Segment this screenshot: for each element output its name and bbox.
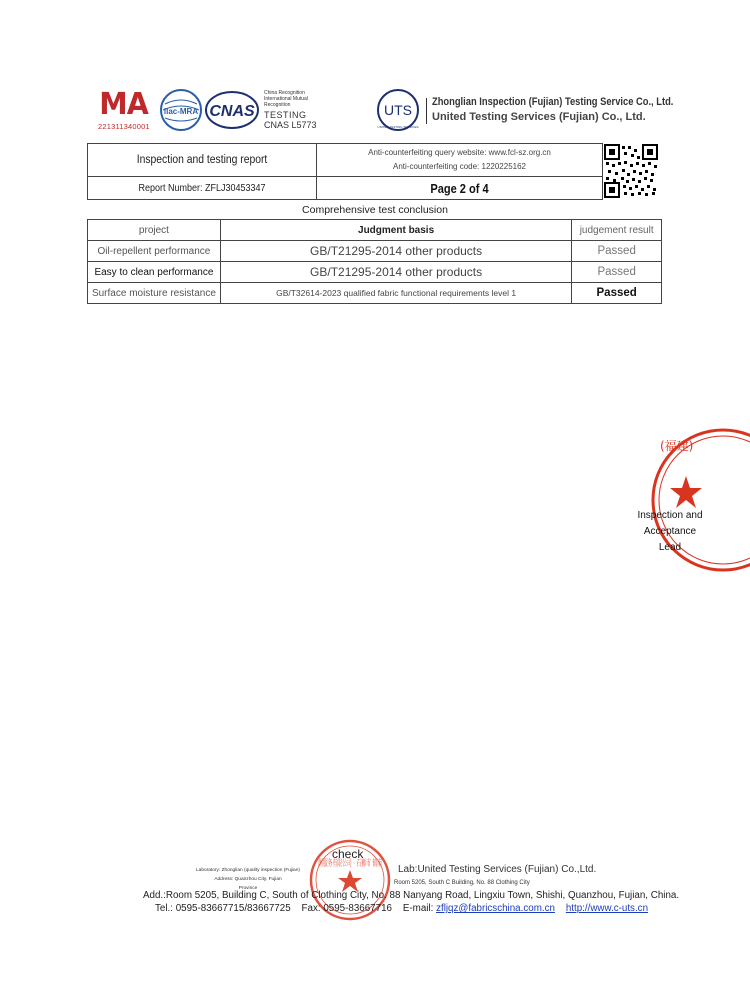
seal-text: 测服务有限公司 · 石狮市 镇南 [318,859,438,869]
cnas-small-1: China Recognition [264,90,305,96]
acceptance-line3: Lead [658,542,682,553]
row-basis: GB/T21295-2014 other products [220,241,571,262]
acceptance-line1: Inspection and [637,510,703,521]
uts-logo [376,88,420,136]
ilac-mra-logo [159,88,203,132]
uts-logo-ring-text: UNITED TESTING SERVICES [377,125,419,129]
footer-address: Add.:Room 5205, Building C, South of Clothing City, No. 88 Nanyang Road, Lingxiu Town, Shishi, Quanzhou, Fujian, China. [143,890,680,901]
uts-logo-letters: UTS [384,102,412,118]
anti-counterfeit-cell [317,144,603,177]
table-row [88,262,662,283]
page-number-cell [317,177,603,200]
website-link[interactable]: http://www.c-uts.cn [565,903,649,914]
report-title-cell [88,144,317,177]
check-label: check [332,847,364,861]
header-judgement-result: judgement result [572,220,662,241]
row-project: Oil-repellent performance [88,241,221,262]
table-row [88,241,662,262]
inspection-acceptance-lead [632,508,708,556]
cnas-accreditation-text [264,90,334,130]
cnas-testing-label: TESTING [264,110,307,120]
row-project: Easy to clean performance [88,262,221,283]
qr-code [604,144,658,198]
lab-address-short: Room 5205, South C Building, No. 88 Clothing City [394,880,530,886]
cnas-small-2: International Mutual [264,96,308,102]
laboratory-info-left [190,866,306,893]
row-result: Passed [572,283,662,304]
telephone: Tel.: 0595-83667715/83667725 [155,903,291,914]
header-judgment-basis: Judgment basis [220,220,571,241]
cnas-number: CNAS L5773 [264,120,317,130]
page-number: Page 2 of 4 [430,180,489,196]
report-number: Report Number: ZFLJ30453347 [138,182,266,194]
cnas-logo [204,90,260,130]
acceptance-line2: Acceptance [643,526,697,537]
report-number-cell [88,177,317,200]
row-result: Passed [572,262,662,283]
row-result: Passed [572,241,662,262]
fax: Fax: 0595-83667716 [301,903,392,914]
lab-left-line1: Laboratory: Zhonglian (quality inspection (Fujian) [196,868,300,873]
anti-counterfeit-code: Anti-counterfeiting code: 1220225162 [393,162,526,171]
ma-number: 221311340001 [98,122,150,131]
email-label: E-mail: [402,903,434,914]
header-project: project [88,220,221,241]
cnas-logo-text: CNAS [209,103,255,120]
footer-contact [155,903,648,914]
lab-left-line3: Province [238,886,258,891]
query-website: Anti-counterfeiting query website: www.fcl-sz.org.cn [368,148,551,157]
lab-left-line2: Address: Quanzhou City, Fujian [214,877,282,882]
ilac-mra-text: ilac-MRA [163,107,199,116]
company-name-line1: Zhonglian Inspection (Fujian) Testing Service Co., Ltd. [432,96,674,108]
conclusion-header-row [88,220,662,241]
cnas-small-3: Recognition [264,102,291,108]
seal-partial-text: (福建) [660,439,694,453]
report-title: Inspection and testing report [136,154,268,166]
lab-name: Lab:United Testing Services (Fujian) Co.,Ltd. [398,864,597,875]
row-basis: GB/T21295-2014 other products [220,262,571,283]
table-row [88,283,662,304]
row-project: Surface moisture resistance [88,283,221,304]
ma-logo [98,87,156,132]
row-basis: GB/T32614-2023 qualified fabric functional requirements level 1 [220,283,571,304]
company-name-line2: United Testing Services (Fujian) Co., Ltd. [432,111,646,123]
conclusion-table [87,219,662,304]
conclusion-title: Comprehensive test conclusion [302,204,448,216]
report-header-table [87,143,603,200]
company-name-divider [426,98,427,124]
email-link[interactable]: zfljqz@fabricschina.com.cn [436,903,555,914]
ma-logo-letters: MA [99,87,148,122]
